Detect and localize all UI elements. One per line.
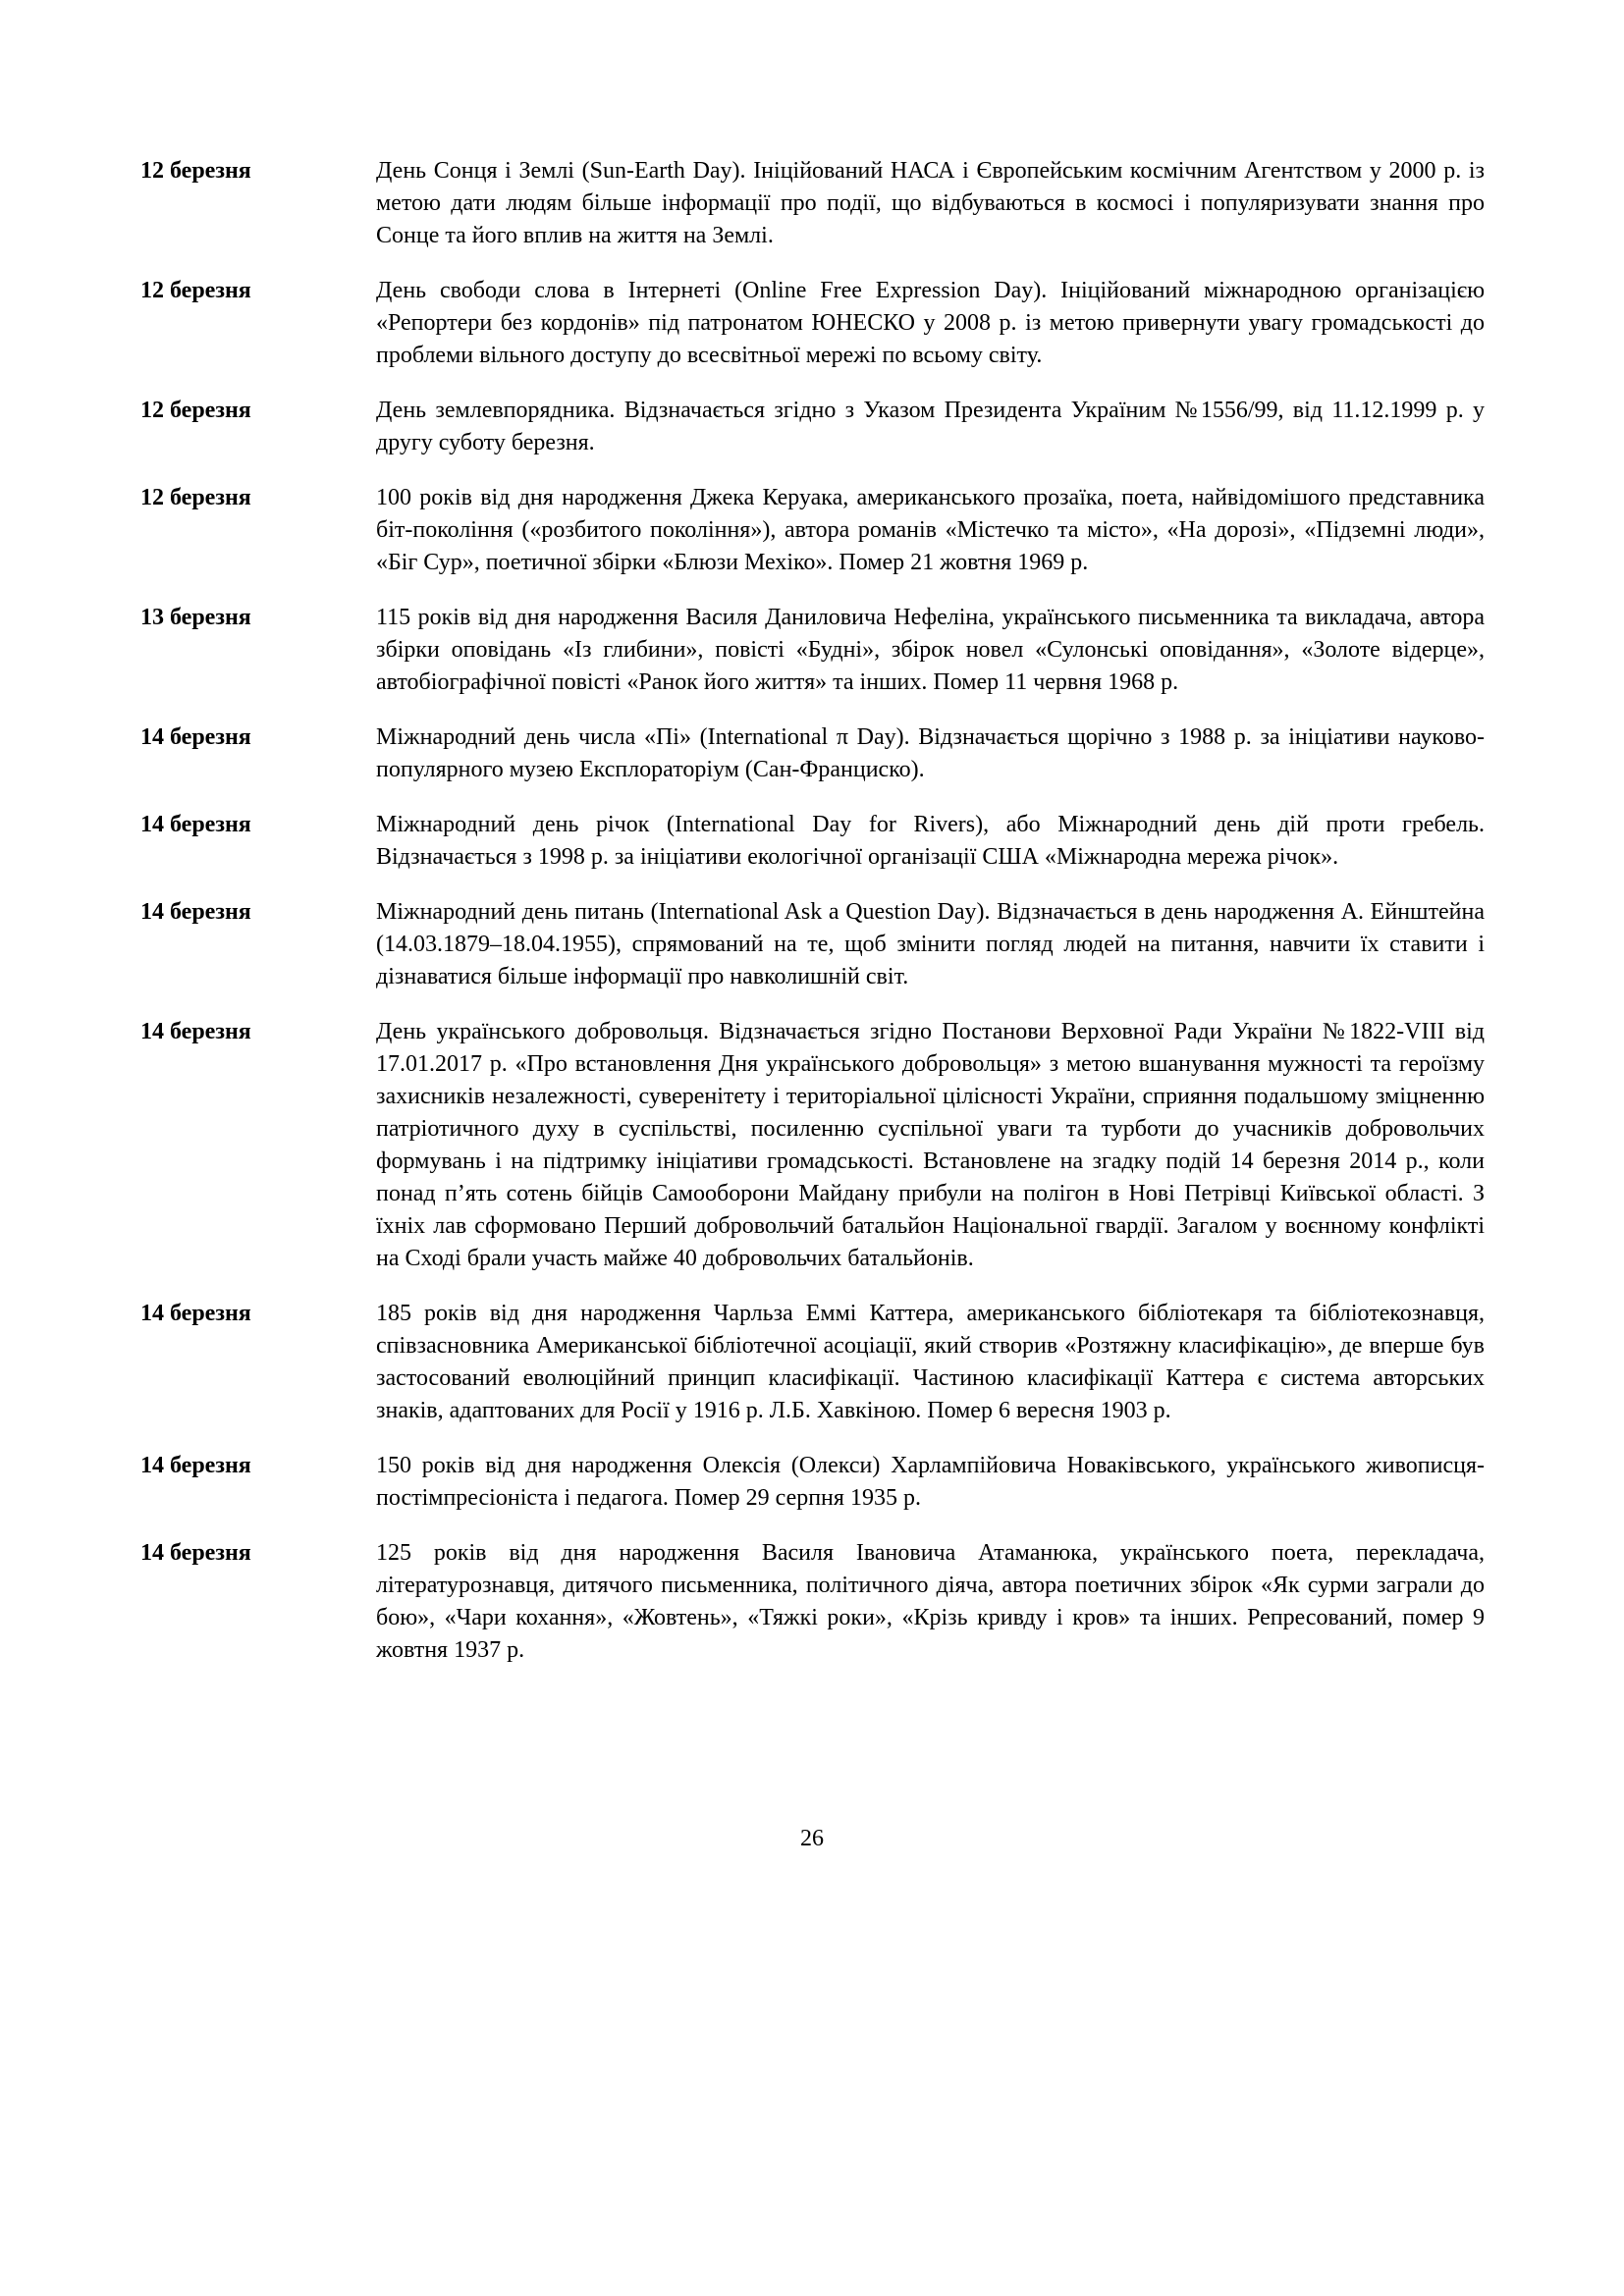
calendar-entry [140, 1450, 1485, 1515]
calendar-entry [140, 896, 1485, 993]
entry-text: 115 років від дня народження Василя Даниловича Нефеліна, українського письменника та викладача, автора збірки оповідань «Із глибини», повісті «Будні», збірок новел «Сулонські оповідання», «Золоте відерце», автобіографічної повісті «Ранок його життя» та інших. Помер 11 червня 1968 р. [376, 605, 1485, 695]
entry-date: 14 березня [140, 1019, 251, 1044]
calendar-entry [140, 482, 1485, 579]
entry-text: 100 років від дня народження Джека Керуака, американського прозаїка, поета, найвідомішого представника біт-покоління («розбитого покоління»), автора романів «Містечко та місто», «На дорозі», «Підземні люди», «Біг Сур», поетичної збірки «Блюзи Мехіко». Помер 21 жовтня 1969 р. [376, 485, 1485, 575]
calendar-entry [140, 395, 1485, 459]
calendar-entry [140, 1298, 1485, 1427]
entry-date: 12 березня [140, 158, 251, 184]
entry-text: 150 років від дня народження Олексія (Олекси) Харлампійовича Новаківського, українського живописця-постімпресіоніста і педагога. Помер 29 серпня 1935 р. [376, 1453, 1485, 1511]
entry-date: 13 березня [140, 605, 251, 630]
entry-date: 12 березня [140, 398, 251, 423]
entry-date: 12 березня [140, 278, 251, 303]
entry-text: День свободи слова в Інтернеті (Online Free Expression Day). Ініційований міжнародною організацією «Репортери без кордонів» під патронатом ЮНЕСКО у 2008 р. із метою привернути увагу громадськості до проблеми вільного доступу до всесвітньої мережі по всьому світу. [376, 278, 1485, 368]
calendar-entry [140, 155, 1485, 252]
entry-text: День Сонця і Землі (Sun-Earth Day). Ініційований НАСА і Європейським космічним Агентством у 2000 р. із метою дати людям більше інформації про події, що відбуваються в космосі і популяризувати знання про Сонце та його вплив на життя на Землі. [376, 158, 1485, 248]
entry-text: День землевпорядника. Відзначається згідно з Указом Президента Україним №1556/99, від 11.12.1999 р. у другу суботу березня. [376, 398, 1485, 455]
entry-date: 14 березня [140, 812, 251, 837]
calendar-entry [140, 721, 1485, 786]
calendar-entries [140, 155, 1485, 1689]
entry-date: 14 березня [140, 1540, 251, 1566]
calendar-entry [140, 1537, 1485, 1667]
calendar-entry [140, 1016, 1485, 1275]
calendar-entry [140, 809, 1485, 874]
entry-text: 185 років від дня народження Чарльза Еммі Каттера, американського бібліотекаря та бібліотекознавця, співзасновника Американської бібліотечної асоціації, який створив «Розтяжну класифікацію», де вперше був застосований еволюційний принцип класифікації. Частиною класифікації Каттера є система авторських знаків, адаптованих для Росії у 1916 р. Л.Б. Хавкіною. Помер 6 вересня 1903 р. [376, 1301, 1485, 1423]
page-number: 26 [800, 1826, 824, 1851]
entry-text: День українського добровольця. Відзначається згідно Постанови Верховної Ради України №1822-VIII від 17.01.2017 р. «Про встановлення Дня українського добровольця» з метою вшанування мужності та героїзму захисників незалежності, суверенітету і територіальної цілісності України, сприяння подальшому зміцненню патріотичного духу в суспільстві, посиленню суспільної уваги та турботи до учасників добровольчих формувань і на підтримку ініціативи громадськості. Встановлене на згадку подій 14 березня 2014 р., коли понад п’ять сотень бійців Самооборони Майдану прибули на полігон в Нові Петрівці Київської області. З їхніх лав сформовано Перший добровольчий батальйон Національної гвардії. Загалом у воєнному конфлікті на Сході брали участь майже 40 добровольчих батальйонів. [376, 1019, 1485, 1271]
entry-date: 12 березня [140, 485, 251, 510]
entry-text: Міжнародний день річок (International Day for Rivers), або Міжнародний день дій проти гребель. Відзначається з 1998 р. за ініціативи екологічної організації США «Міжнародна мережа річок». [376, 812, 1485, 870]
entry-text: 125 років від дня народження Василя Івановича Атаманюка, українського поета, перекладача, літературознавця, дитячого письменника, політичного діяча, автора поетичних збірок «Як сурми заграли до бою», «Чари кохання», «Жовтень», «Тяжкі роки», «Крізь кривду і кров» та інших. Репресований, помер 9 жовтня 1937 р. [376, 1540, 1485, 1663]
entry-text: Міжнародний день питань (International Ask a Question Day). Відзначається в день народження А. Ейнштейна (14.03.1879–18.04.1955), спрямований на те, щоб змінити погляд людей на питання, навчити їх ставити і дізнаватися більше інформації про навколишній світ. [376, 899, 1485, 989]
entry-date: 14 березня [140, 724, 251, 750]
calendar-entry [140, 602, 1485, 699]
entry-date: 14 березня [140, 1453, 251, 1478]
entry-date: 14 березня [140, 1301, 251, 1326]
calendar-entry [140, 275, 1485, 372]
entry-text: Міжнародний день числа «Пі» (International π Day). Відзначається щорічно з 1988 р. за ініціативи науково-популярного музею Експлораторіум (Сан-Франциско). [376, 724, 1485, 782]
entry-date: 14 березня [140, 899, 251, 925]
